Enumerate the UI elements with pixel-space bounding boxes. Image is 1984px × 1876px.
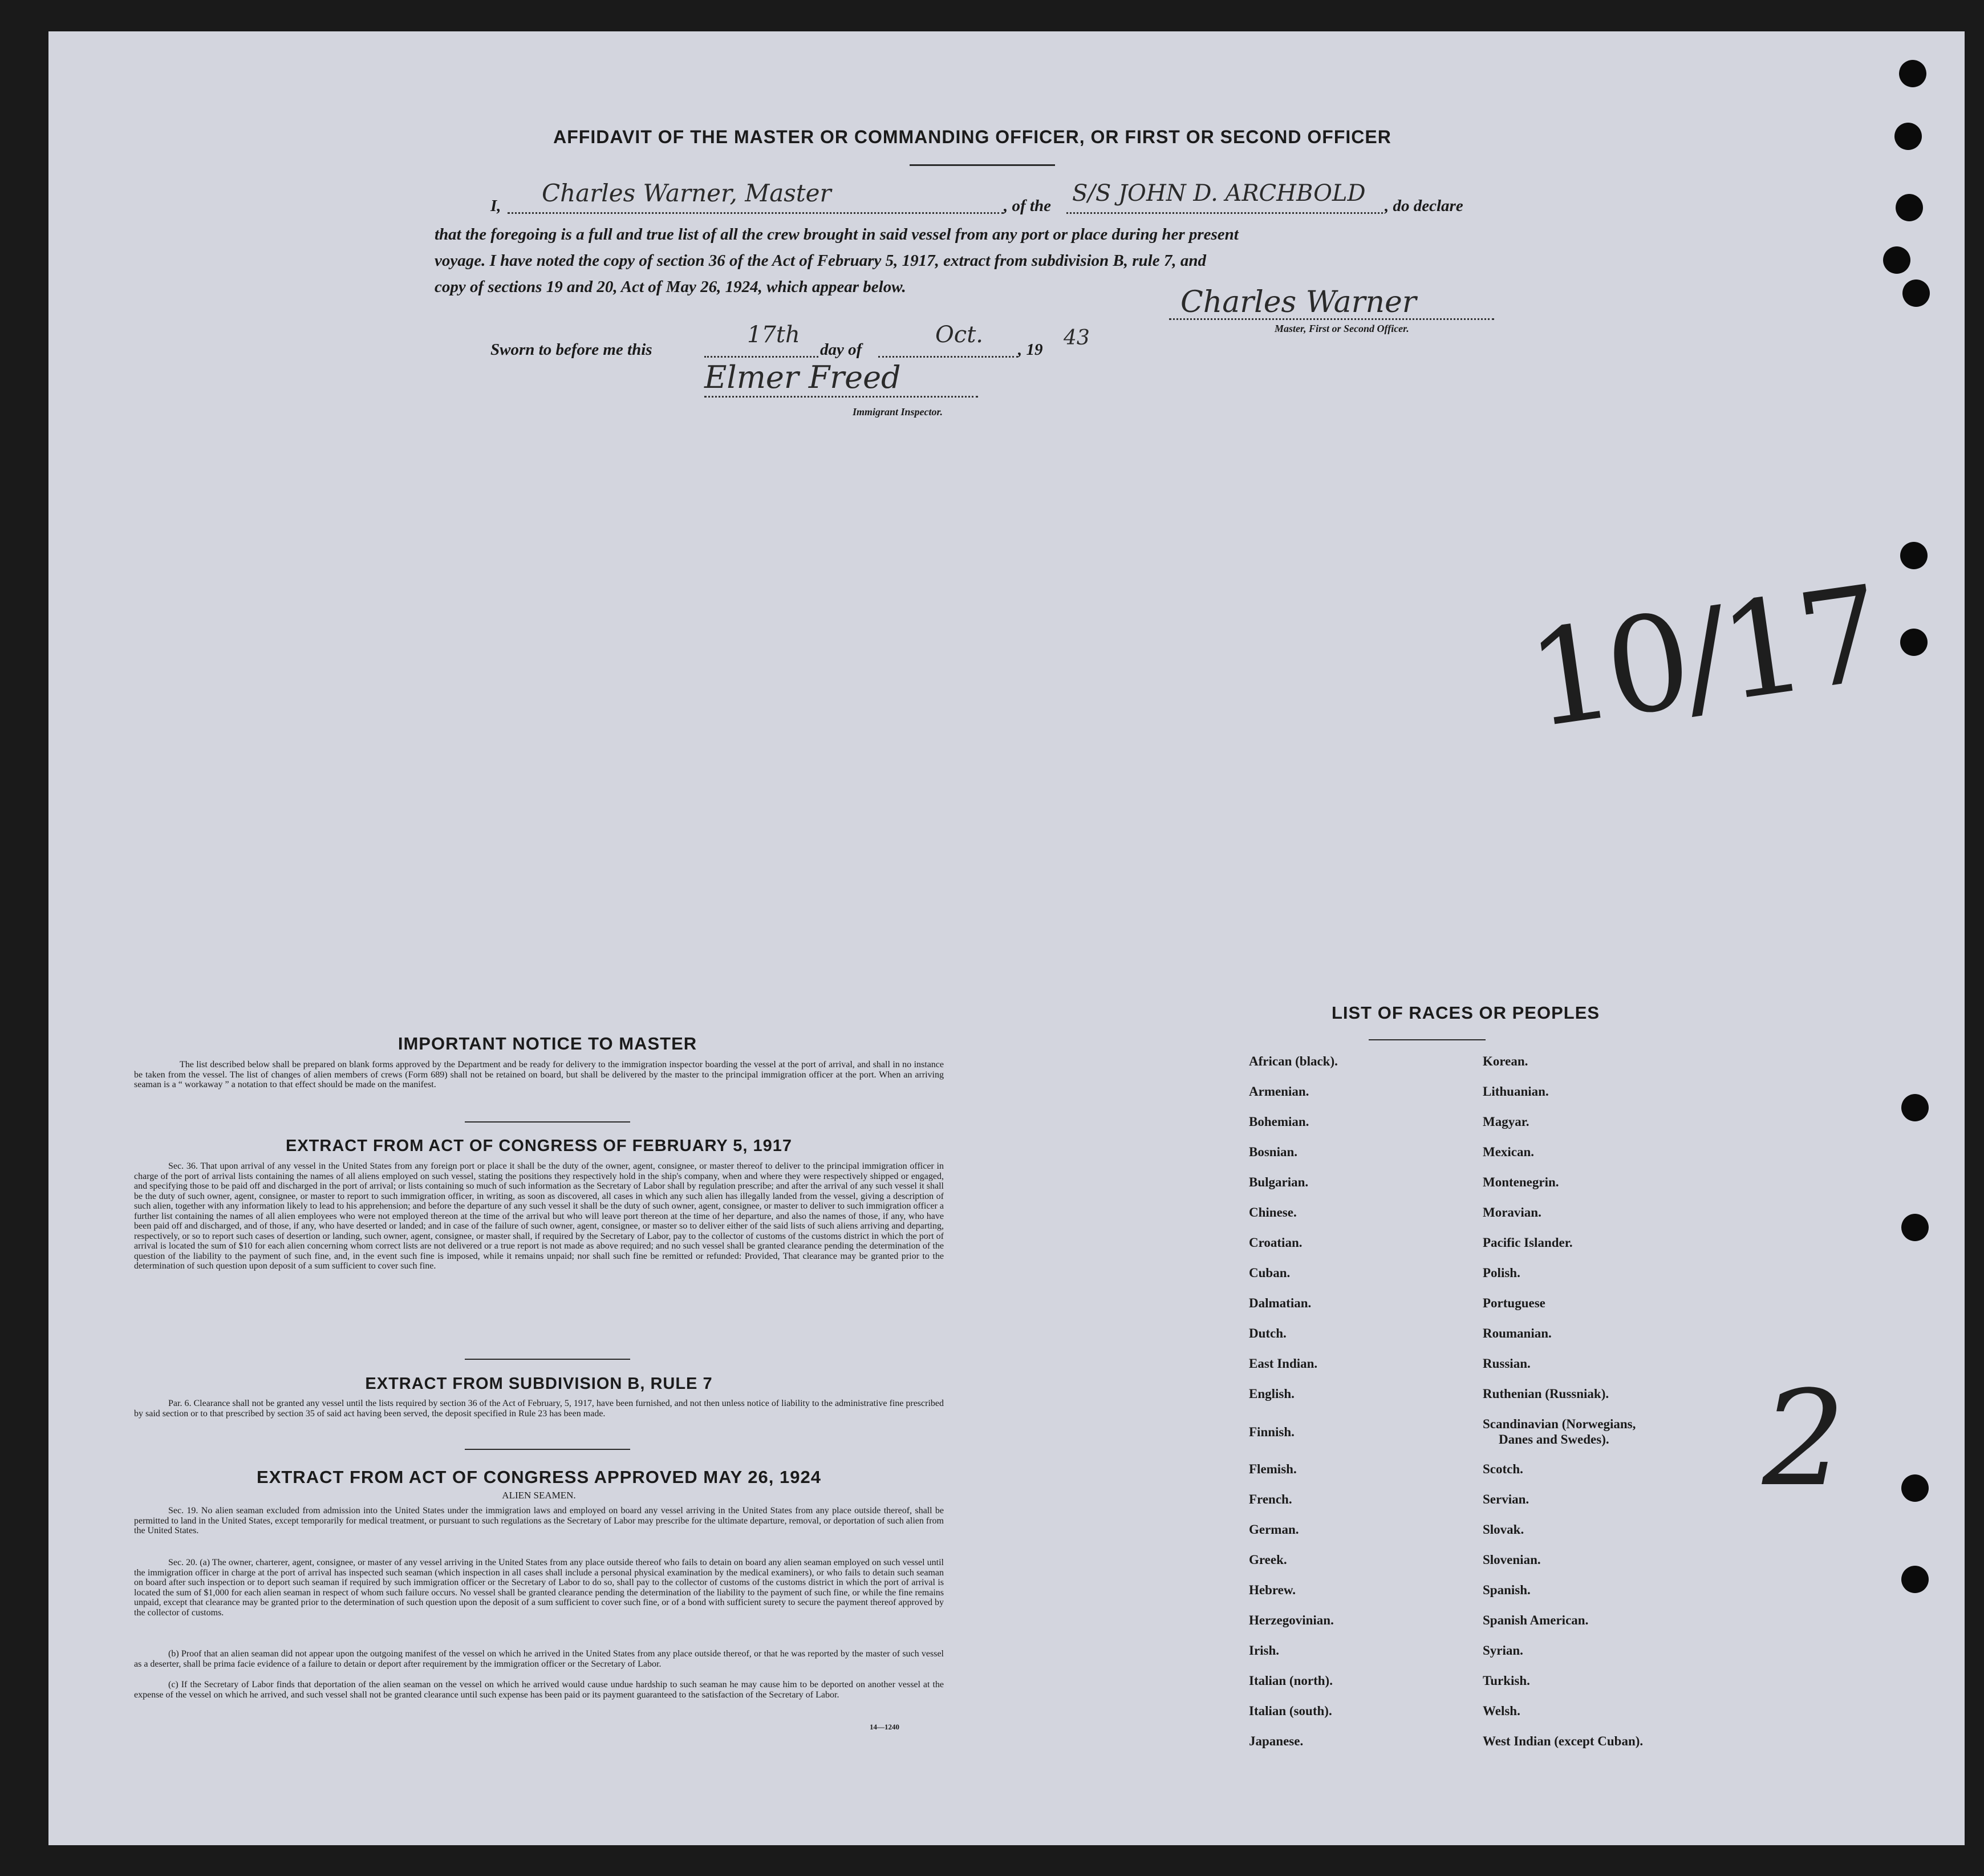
races-left-column: [1249, 1054, 1477, 1761]
punch-hole: [1896, 194, 1923, 221]
race-item: Spanish.: [1483, 1583, 1531, 1597]
race-item: Danes and Swedes).: [1499, 1432, 1609, 1446]
race-item: Slovak.: [1483, 1522, 1524, 1537]
races-divider: [1369, 1039, 1486, 1040]
vessel-name-handwritten: S/S JOHN D. ARCHBOLD: [1072, 180, 1366, 206]
punch-hole: [1900, 629, 1928, 656]
race-item: Bohemian.: [1249, 1115, 1309, 1129]
master-name-handwritten: Charles Warner, Master: [542, 179, 831, 207]
race-item: Lithuanian.: [1483, 1084, 1549, 1099]
race-item: German.: [1249, 1522, 1299, 1537]
sworn-label: Sworn to before me this: [490, 341, 652, 359]
race-item: Spanish American.: [1483, 1613, 1589, 1627]
declaration-line-2: voyage. I have noted the copy of section 36 of the Act of February 5, 1917, extract from subdivision B, rule 7, and: [435, 252, 1206, 270]
master-name-line: [508, 212, 1004, 214]
race-item: Magyar.: [1483, 1115, 1529, 1129]
notice-divider: [465, 1121, 630, 1123]
race-item: Finnish.: [1249, 1425, 1295, 1439]
signature-line: [1169, 318, 1494, 320]
punch-hole: [1901, 1566, 1929, 1593]
punch-hole: [1894, 123, 1922, 150]
year-handwritten: 43: [1064, 326, 1090, 350]
punch-hole: [1901, 1474, 1929, 1502]
race-item: Montenegrin.: [1483, 1175, 1559, 1189]
extract-1924-title: EXTRACT FROM ACT OF CONGRESS APPROVED MAY 26, 1924: [257, 1467, 821, 1487]
race-item: Greek.: [1249, 1553, 1287, 1567]
punch-hole: [1899, 60, 1926, 87]
punch-hole: [1901, 1214, 1929, 1241]
race-item: Dalmatian.: [1249, 1296, 1312, 1310]
race-item: Bosnian.: [1249, 1145, 1298, 1159]
punch-hole: [1900, 542, 1928, 569]
master-signature: Charles Warner: [1180, 285, 1417, 319]
extract-1924-sec20c: (c) If the Secretary of Labor finds that deportation of the alien seaman on the vessel on which he arrived would cause undue hardship to such seaman he may cause him to be deported on another vessel at the expense of the vessel on which he arrived, and such vessel shall not be granted clearance until such expense has been paid or its payment guaranteed to the satisfaction of the Secretary of Labor.: [134, 1680, 944, 1700]
declaration-line-1: that the foregoing is a full and true list of all the crew brought in said vessel from any port or place during her present: [435, 225, 1239, 244]
sworn-day-line: [704, 356, 818, 358]
day-of-label: day of: [820, 341, 862, 359]
declaration-line-3: copy of sections 19 and 20, Act of May 26, 1924, which appear below.: [435, 278, 906, 296]
extract-rule7-text: Par. 6. Clearance shall not be granted any vessel until the lists required by section 36 of the Act of February, 5, 1917, have been furnished, and not then unless notice of liability to the administrative fine prescribed by said section or to that prescribed by section 35 of said act having been served, the deposit specified in Rule 23 has been made.: [134, 1399, 944, 1419]
sworn-month-line: [878, 356, 1018, 358]
handwritten-date-note: 10/17: [1519, 558, 1887, 758]
punch-hole: [1901, 1094, 1929, 1121]
race-item: Portuguese: [1483, 1296, 1545, 1310]
race-item: East Indian.: [1249, 1356, 1318, 1371]
race-item: Dutch.: [1249, 1326, 1287, 1340]
race-item: Bulgarian.: [1249, 1175, 1309, 1189]
race-item: French.: [1249, 1492, 1292, 1506]
extract-1924-sec20a: Sec. 20. (a) The owner, charterer, agent, consignee, or master of any vessel arriving in the United States from any place outside thereof who fails to detain on board any alien seaman employed on such vessel until the immigration officer in charge at the port of arrival has inspected such seaman (which inspection in all cases shall include a personal physical examination by the medical examiners), or who fails to detain such seaman on board after such inspection or to deport such seaman if required by such immigration officer or the Secretary of Labor to do so, shall pay to the collector of customs of the customs district in which the port of arrival is located the sum of $1,000 for each alien seaman in respect of whom such failure occurs. No vessel shall be granted clearance pending the determination of the liability to the payment of such fine, or while the fine remains unpaid, except that clearance may be granted prior to the determination of such question upon the deposit of a sum sufficient to cover such fine, or of a bond with sufficient surety to secure the payment thereof approved by the collector of customs.: [134, 1558, 944, 1618]
i-label: I,: [490, 197, 501, 215]
vessel-name-line: [1066, 212, 1383, 214]
of-the-label: , of the: [1004, 197, 1051, 215]
extract-1924-subtitle: ALIEN SEAMEN.: [502, 1490, 576, 1501]
race-item: Armenian.: [1249, 1084, 1309, 1099]
do-declare-label: , do declare: [1385, 197, 1463, 215]
title-divider: [910, 164, 1055, 166]
race-item: English.: [1249, 1387, 1295, 1401]
extract-1924-sec20b: (b) Proof that an alien seaman did not appear upon the outgoing manifest of the vessel on which he arrived in the United States from any place outside thereof, or that he was reported by the master of such vessel as a deserter, shall be prima facie evidence of a failure to detain or deport after requirement by the immigration officer or the Secretary of Labor.: [134, 1649, 944, 1669]
extract-1924-sec19: Sec. 19. No alien seaman excluded from admission into the United States under the immigration laws and employed on board any vessel arriving in the United States from any place outside thereof, shall be permitted to land in the United States, except temporarily for medical treatment, or pursuant to such regulations as the Secretary of Labor may prescribe for the ultimate departure, removal, or deportation of such alien from the United States.: [134, 1506, 944, 1535]
race-item: Servian.: [1483, 1492, 1529, 1506]
race-item: Russian.: [1483, 1356, 1531, 1371]
race-item: Moravian.: [1483, 1205, 1541, 1219]
signature-caption: Master, First or Second Officer.: [1275, 323, 1409, 334]
extract-rule7-title: EXTRACT FROM SUBDIVISION B, RULE 7: [365, 1375, 713, 1393]
declaration-line: [490, 179, 1506, 220]
inspector-caption: Immigrant Inspector.: [853, 406, 943, 418]
notice-title: IMPORTANT NOTICE TO MASTER: [397, 1034, 697, 1054]
race-item: Ruthenian (Russniak).: [1483, 1387, 1609, 1401]
punch-hole: [1883, 246, 1910, 274]
handwritten-page-number: 2: [1762, 1363, 1846, 1516]
race-item: Roumanian.: [1483, 1326, 1552, 1340]
race-item: Hebrew.: [1249, 1583, 1296, 1597]
race-item: Mexican.: [1483, 1145, 1535, 1159]
sworn-day-handwritten: 17th: [747, 322, 800, 348]
race-item: Italian (south).: [1249, 1704, 1332, 1718]
race-item: West Indian (except Cuban).: [1483, 1734, 1644, 1748]
race-item: Herzegovinian.: [1249, 1613, 1334, 1627]
race-item: Polish.: [1483, 1266, 1520, 1280]
form-number: 14—1240: [870, 1723, 899, 1731]
affidavit-title: AFFIDAVIT OF THE MASTER OR COMMANDING OFFICER, OR FIRST OR SECOND OFFICER: [553, 127, 1391, 147]
race-item: Flemish.: [1249, 1462, 1297, 1476]
race-item: Pacific Islander.: [1483, 1235, 1573, 1250]
extract-rule7-divider: [465, 1449, 630, 1450]
race-item: Cuban.: [1249, 1266, 1291, 1280]
extract-1917-divider: [465, 1359, 630, 1360]
race-item: Turkish.: [1483, 1674, 1530, 1688]
year-prefix: , 19: [1018, 341, 1043, 359]
race-item: Slovenian.: [1483, 1553, 1541, 1567]
extract-1917-title: EXTRACT FROM ACT OF CONGRESS OF FEBRUARY 5, 1917: [285, 1137, 793, 1155]
extract-1917-text: Sec. 36. That upon arrival of any vessel in the United States from any foreign port or place it shall be the duty of the owner, agent, consignee, or master thereof to deliver to the principal immigration officer in charge of the port of arrival lists containing the names of all aliens employed on such vessel, stating the positions they respectively hold in the ship's company, when and where they were respectively shipped or engaged, and specifying those to be paid off and discharged in the port of arrival; or lists containing so much of such information as the Secretary of Labor shall by regulation prescribe; and after the arrival of any such vessel it shall be the duty of such owner, agent, consignee, or master to report to such immigration officer, in writing, as soon as discovered, all cases in which any such alien has illegally landed from the vessel, giving a description of such alien, together with any information likely to lead to his apprehension; and before the departure of any such vessel it shall be the duty of such owner, agent, consignee, or master to deliver to such immigration officer a further list containing the names of all alien employees who were not employed thereon at the time of the arrival but who will leave port thereon at the time of her departure, and also the names of those, if any, who have been paid off and discharged, and of those, if any, who have deserted or landed; and in case of the failure of such owner, agent, consignee, or master so to deliver either of the said lists of such aliens arriving and departing, respectively, or so to report such cases of desertion or landing, such owner, agent, consignee, or master shall, if required by the Secretary of Labor, pay to the collector of customs of the customs district in which the port of arrival is located the sum of $10 for each alien concerning whom correct lists are not delivered or a true report is not made as above required; and no such vessel shall be granted clearance pending the determination of the question of the liability to the payment of such fine, and, in the event such fine is imposed, while it remains unpaid; nor shall such fine be remitted or refunded: Provided, That clearance may be granted prior to the determination of such question upon deposit of a sum sufficient to cover such fine.: [134, 1161, 944, 1271]
race-item: Korean.: [1483, 1054, 1528, 1068]
race-item: Welsh.: [1483, 1704, 1520, 1718]
race-item: Scandinavian (Norwegians,: [1483, 1417, 1636, 1431]
inspector-signature: Elmer Freed: [704, 359, 901, 395]
race-item: Croatian.: [1249, 1235, 1303, 1250]
races-title: LIST OF RACES OR PEOPLES: [1331, 1003, 1600, 1023]
notice-text: The list described below shall be prepared on blank forms approved by the Department and be ready for delivery to the immigration inspector boarding the vessel at the port of arrival, and shall in no instance be taken from the vessel. The list of changes of alien members of crews (Form 689) shall not be retained on board, but shall be delivered by the master to the principal immigration officer at the port. When an arriving seaman is a “ workaway ” a notation to that effect should be made on the manifest.: [134, 1060, 944, 1089]
race-item: Chinese.: [1249, 1205, 1297, 1219]
race-item: Italian (north).: [1249, 1674, 1333, 1688]
sworn-month-handwritten: Oct.: [935, 322, 983, 348]
races-right-column: [1483, 1054, 1751, 1761]
inspector-signature-line: [704, 396, 978, 398]
race-item: African (black).: [1249, 1054, 1338, 1068]
race-item: Japanese.: [1249, 1734, 1304, 1748]
punch-hole: [1902, 279, 1930, 307]
race-item: Irish.: [1249, 1643, 1280, 1658]
race-item: Syrian.: [1483, 1643, 1523, 1658]
race-item: Scotch.: [1483, 1462, 1523, 1476]
